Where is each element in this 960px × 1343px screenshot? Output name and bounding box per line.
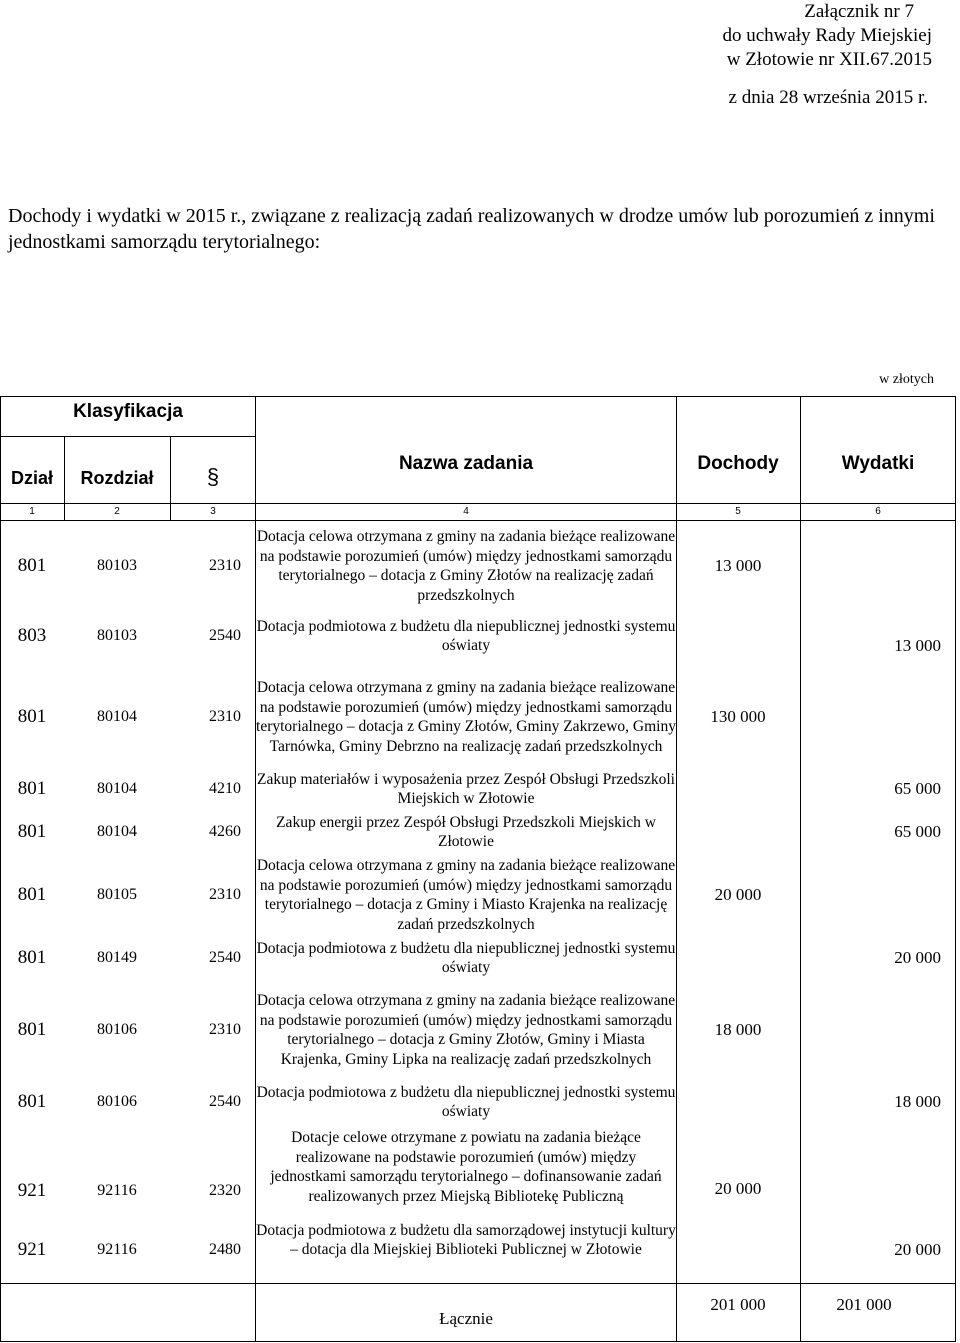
dochody-cell xyxy=(676,1081,800,1123)
grid-line xyxy=(0,396,956,397)
paragraf-cell: 4260 xyxy=(209,823,241,840)
rozdzial-cell: 92116 xyxy=(97,1182,137,1199)
resolution-date: z dnia 28 września 2015 r. xyxy=(728,87,928,108)
column-number: 1 xyxy=(29,506,35,517)
paragraf-cell: 2540 xyxy=(209,949,241,966)
column-number: 5 xyxy=(735,506,741,517)
dochody-cell xyxy=(676,937,800,979)
klasyfikacja-header: Klasyfikacja xyxy=(73,401,183,422)
nazwa-cell: Dotacje celowe otrzymane z powiatu na zadania bieżące realizowane na podstawie porozumień (umów) między jednostkami samorządu terytorialnego – dofinansowanie zadań realizowanych przez Miejską Bibliotekę Publiczną xyxy=(270,1129,662,1205)
nazwa-cell: Dotacja celowa otrzymana z gminy na zadania bieżące realizowane na podstawie porozumień (umów) między jednostkami samorządu terytorialnego – dotacja z Gminy Złotów, Gminy Zakrzewo, Gminy Tarnówka, Gminy Debrzno na realizację zadań przedszkolnych xyxy=(256,679,676,755)
resolution-body: do uchwały Rady Miejskiej xyxy=(722,25,932,46)
dzial-cell: 801 xyxy=(17,1019,47,1040)
column-number: 2 xyxy=(114,506,120,517)
nazwa-cell: Dotacja podmiotowa z budżetu dla niepublicznej jednostki systemu oświaty xyxy=(256,939,676,976)
dzial-cell: 801 xyxy=(17,555,47,576)
dochody-cell: 13 000 xyxy=(714,556,762,575)
grid-line xyxy=(0,1283,956,1284)
paragraf-cell: 2310 xyxy=(209,1021,241,1038)
paragraf-cell: 2320 xyxy=(209,1182,241,1199)
rozdzial-cell: 80106 xyxy=(97,1093,137,1110)
dochody-cell: 18 000 xyxy=(714,1020,762,1039)
wydatki-cell xyxy=(800,666,955,768)
dzial-cell: 801 xyxy=(17,706,47,727)
grid-line xyxy=(955,396,956,1342)
rozdzial-cell: 80103 xyxy=(97,627,137,644)
wydatki-header: Wydatki xyxy=(841,453,915,474)
document-title: Dochody i wydatki w 2015 r., związane z realizacją zadań realizowanych w drodze umów lub porozumień z innymi jednostkami samorządu terytorialnego: xyxy=(8,205,935,253)
resolution-number: w Złotowie nr XII.67.2015 xyxy=(726,49,932,70)
dzial-cell: 801 xyxy=(17,947,47,968)
nazwa-cell: Dotacja celowa otrzymana z gminy na zadania bieżące realizowane na podstawie porozumień (umów) między jednostkami samorządu terytorialnego – dotacja z Gminy Złotów, Gminy i Miasta Krajenka, Gminy Lipka na realizację zadań przedszkolnych xyxy=(256,992,676,1068)
dochody-cell: 20 000 xyxy=(714,1179,762,1198)
dochody-cell xyxy=(676,616,800,656)
paragraf-cell: 2310 xyxy=(209,557,241,574)
rozdzial-cell: 80104 xyxy=(97,780,137,797)
wydatki-cell xyxy=(800,853,955,937)
grid-line xyxy=(0,503,956,504)
paragraf-cell: 2480 xyxy=(209,1241,241,1258)
wydatki-cell: 20 000 xyxy=(894,1240,941,1259)
paragraf-header: § xyxy=(206,464,220,489)
dochody-cell xyxy=(676,1228,800,1272)
paragraf-cell: 4210 xyxy=(209,780,241,797)
dochody-cell xyxy=(676,768,800,810)
totals-label: Łącznie xyxy=(439,1309,493,1328)
dzial-cell: 921 xyxy=(17,1239,47,1260)
wydatki-cell xyxy=(800,1125,955,1209)
rozdzial-cell: 80106 xyxy=(97,1021,137,1038)
paragraf-cell: 2310 xyxy=(209,886,241,903)
paragraf-cell: 2540 xyxy=(209,1093,241,1110)
column-number: 6 xyxy=(875,506,881,517)
attachment-header xyxy=(632,0,932,110)
wydatki-cell xyxy=(800,979,955,1081)
rozdzial-cell: 92116 xyxy=(97,1241,137,1258)
column-number: 4 xyxy=(463,506,469,517)
rozdzial-cell: 80104 xyxy=(97,708,137,725)
wydatki-cell: 13 000 xyxy=(894,636,941,655)
nazwa-cell: Dotacja celowa otrzymana z gminy na zadania bieżące realizowane na podstawie porozumień (umów) między jednostkami samorządu terytorialnego – dotacja z Gminy Złotów na realizację zadań przedszkolnych xyxy=(256,528,676,604)
dzial-cell: 801 xyxy=(17,884,47,905)
nazwa-cell: Dotacja podmiotowa z budżetu dla samorządowej instytucji kultury – dotacja dla Miejskiej Biblioteki Publicznej w Złotowie xyxy=(256,1221,676,1258)
wydatki-cell: 65 000 xyxy=(894,822,941,841)
grid-line xyxy=(0,1341,956,1342)
dzial-header: Dział xyxy=(10,468,53,488)
unit-label: w złotych xyxy=(879,372,934,387)
nazwa-cell: Dotacja podmiotowa z budżetu dla niepublicznej jednostki systemu oświaty xyxy=(256,617,676,654)
rozdzial-cell: 80103 xyxy=(97,557,137,574)
dochody-cell: 20 000 xyxy=(714,885,762,904)
grid-line xyxy=(0,436,256,437)
nazwa-header: Nazwa zadania xyxy=(398,453,534,474)
paragraf-cell: 2310 xyxy=(209,708,241,725)
wydatki-cell: 18 000 xyxy=(894,1092,941,1111)
nazwa-cell: Zakup energii przez Zespół Obsługi Przedszkoli Miejskich w Złotowie xyxy=(276,813,656,850)
wydatki-cell: 20 000 xyxy=(894,948,941,967)
nazwa-cell: Zakup materiałów i wyposażenia przez Zespół Obsługi Przedszkoli Miejskich w Złotowie xyxy=(257,770,675,807)
wydatki-cell xyxy=(800,524,955,608)
rozdzial-cell: 80104 xyxy=(97,823,137,840)
dochody-cell: 130 000 xyxy=(710,707,766,726)
paragraf-cell: 2540 xyxy=(209,627,241,644)
dzial-cell: 921 xyxy=(17,1180,47,1201)
dzial-cell: 801 xyxy=(17,778,47,799)
rozdzial-header: Rozdział xyxy=(80,468,154,488)
attachment-number: Załącznik nr 7 xyxy=(804,1,914,22)
dzial-cell: 801 xyxy=(17,821,47,842)
column-number: 3 xyxy=(210,506,216,517)
dzial-cell: 801 xyxy=(17,1091,47,1112)
dochody-cell xyxy=(676,811,800,853)
nazwa-cell: Dotacja podmiotowa z budżetu dla niepublicznej jednostki systemu oświaty xyxy=(256,1083,676,1120)
rozdzial-cell: 80149 xyxy=(97,949,137,966)
dochody-header: Dochody xyxy=(697,453,779,474)
nazwa-cell: Dotacja celowa otrzymana z gminy na zadania bieżące realizowane na podstawie porozumień (umów) między jednostkami samorządu terytorialnego – dotacja z Gminy i Miasto Krajenka na realizację zadań przedszkolnych xyxy=(256,857,676,933)
rozdzial-cell: 80105 xyxy=(97,886,137,903)
grid-line xyxy=(0,520,956,521)
wydatki-cell: 65 000 xyxy=(894,779,941,798)
totals-dochody: 201 000 xyxy=(710,1295,766,1314)
dzial-cell: 803 xyxy=(17,625,47,646)
totals-wydatki: 201 000 xyxy=(836,1295,892,1314)
